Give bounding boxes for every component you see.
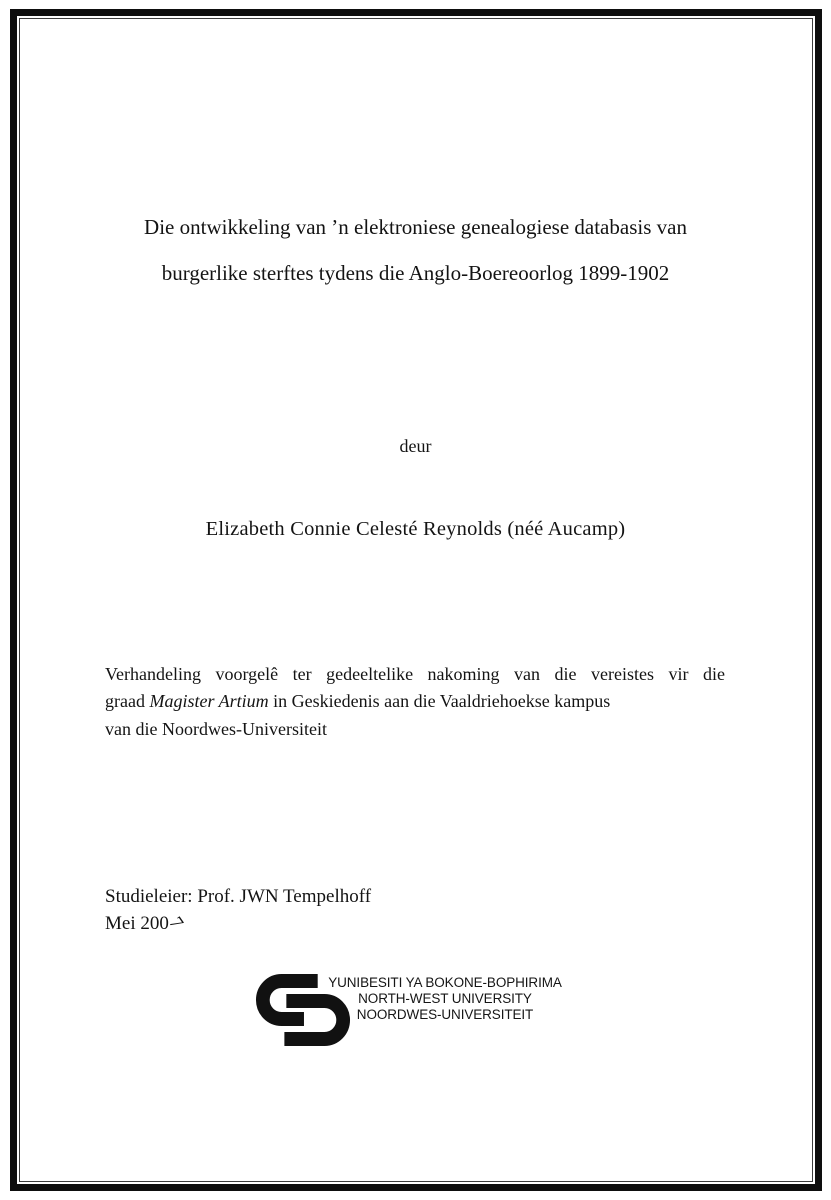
date-line: [105, 910, 371, 937]
logo-text-english: NORTH-WEST UNIVERSITY: [358, 991, 532, 1006]
degree-name-italic: Magister Artium: [149, 691, 269, 712]
byline-deur: deur: [399, 436, 432, 456]
date-last-digit: 7: [164, 913, 188, 934]
degree-statement: [105, 661, 725, 743]
degree-statement-line3: van die Noordwes-Universiteit: [105, 718, 327, 739]
degree-statement-line2: [105, 688, 725, 715]
logo-text-afrikaans: NOORDWES-UNIVERSITEIT: [356, 1007, 534, 1022]
supervisor-line: Studieleier: Prof. JWN Tempelhoff: [105, 886, 372, 907]
degree-statement-line1: Verhandeling voorgelê ter gedeeltelike nakoming van die vereistes vir die: [105, 664, 725, 684]
thesis-title-line1: Die ontwikkeling van ’n elektroniese genealogiese databasis van: [144, 215, 687, 239]
author-name: Elizabeth Connie Celesté Reynolds (néé Aucamp): [205, 518, 626, 540]
thesis-title-line2: burgerlike sterftes tydens die Anglo-Boereoorlog 1899-1902: [161, 261, 670, 285]
university-logo-text: [317, 975, 573, 1023]
degree-statement-line2-suffix: in Geskiedenis aan die Vaaldriehoekse kampus: [268, 691, 611, 712]
thesis-title: [54, 204, 777, 296]
date-prefix: Mei 200: [105, 913, 169, 934]
university-logo: [255, 969, 585, 1053]
logo-text-setswana: YUNIBESITI YA BOKONE-BOPHIRIMA: [328, 975, 562, 990]
supervisor-block: [105, 883, 371, 937]
degree-statement-line2-prefix: graad: [105, 691, 150, 712]
